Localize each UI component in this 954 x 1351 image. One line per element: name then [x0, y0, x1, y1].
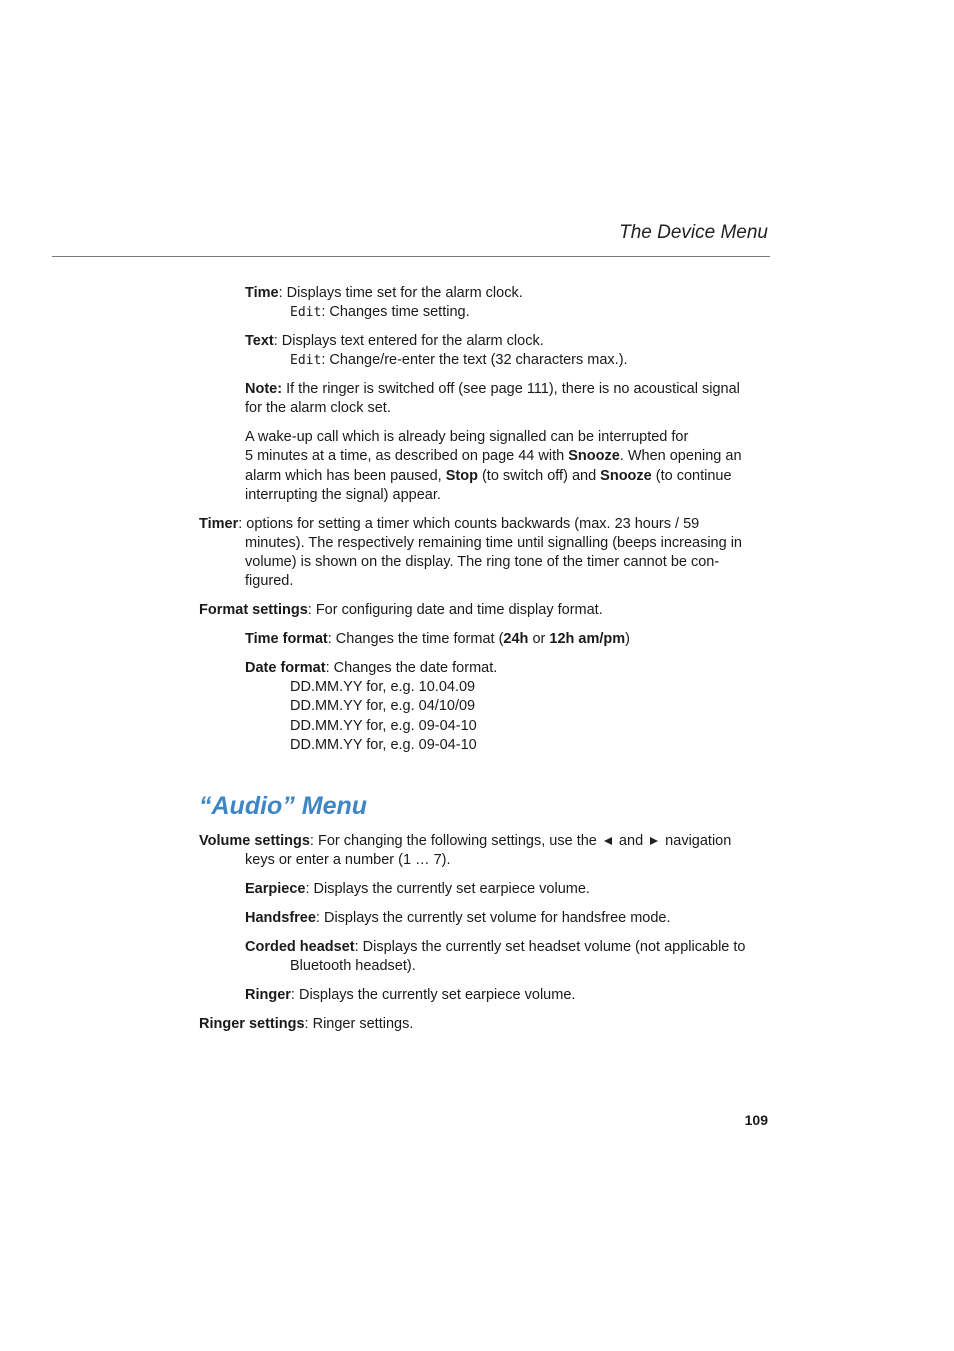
time-format-close: ) — [625, 631, 630, 647]
corded-headset-line-2: Bluetooth headset). — [290, 958, 416, 974]
earpiece-term: Earpiece — [245, 881, 306, 897]
alarm-text-desc: : Displays text entered for the alarm clock. — [273, 333, 544, 349]
wake-line-2 — [245, 447, 742, 466]
volume-text: : For changing the following settings, use the — [309, 833, 601, 849]
alarm-time-edit — [290, 303, 470, 322]
alarm-time-term: Time — [245, 285, 279, 301]
time-format-desc: : Changes the time format ( — [327, 631, 504, 647]
time-format-item — [245, 630, 630, 649]
header-rule — [52, 256, 770, 257]
option-12h: 12h am/pm — [549, 631, 626, 647]
date-format-desc: : Changes the date format. — [325, 660, 498, 676]
time-format-term: Time format — [245, 631, 328, 647]
wake-line-4: interrupting the signal) appear. — [245, 487, 441, 503]
alarm-time-item — [245, 284, 523, 303]
handsfree-term: Handsfree — [245, 910, 316, 926]
wake-text: (to switch off) and — [477, 468, 601, 484]
date-example: DD.MM.YY for, e.g. 10.04.09 — [290, 679, 476, 695]
timer-line-4: figured. — [245, 573, 294, 589]
corded-headset-line-1 — [245, 938, 746, 957]
alarm-text-item — [245, 332, 544, 351]
wake-line-3 — [245, 467, 732, 486]
volume-settings-line-2: keys or enter a number (1 … 7). — [245, 852, 451, 868]
page-number: 109 — [744, 1112, 768, 1128]
nav-right-icon — [650, 837, 658, 845]
timer-text: : options for setting a timer which counts backwards (max. 23 hours / 59 — [238, 516, 700, 532]
corded-headset-desc: : Displays the currently set headset volume (not applicable to — [354, 939, 746, 955]
timer-line-2: minutes). The respectively remaining time until signalling (beeps increasing in — [245, 535, 743, 551]
format-settings-item — [199, 601, 603, 620]
alarm-time-desc: : Displays time set for the alarm clock. — [278, 285, 523, 301]
wake-text: alarm which has been paused, — [245, 468, 446, 484]
edit-keyword: Edit — [290, 353, 322, 368]
timer-line-3: volume) is shown on the display. The ring tone of the timer cannot be con- — [245, 554, 720, 570]
corded-headset-term: Corded headset — [245, 939, 355, 955]
stop-term: Stop — [445, 468, 478, 484]
date-example: DD.MM.YY for, e.g. 09-04-10 — [290, 737, 477, 753]
ringer-desc: : Displays the currently set earpiece volume. — [290, 987, 576, 1003]
ringer-settings-desc: : Ringer settings. — [304, 1016, 414, 1032]
handsfree-desc: : Displays the currently set volume for handsfree mode. — [315, 910, 671, 926]
alarm-time-edit-desc: : Changes time setting. — [321, 304, 470, 320]
ringer-settings-item — [199, 1015, 413, 1034]
handsfree-item — [245, 909, 671, 928]
earpiece-desc: : Displays the currently set earpiece volume. — [305, 881, 590, 897]
option-24h: 24h — [503, 631, 529, 647]
ringer-settings-term: Ringer settings — [199, 1016, 305, 1032]
running-header: The Device Menu — [619, 222, 768, 243]
date-format-item — [245, 659, 497, 678]
alarm-text-term: Text — [245, 333, 274, 349]
nav-left-icon — [604, 837, 612, 845]
volume-text: navigation — [661, 833, 732, 849]
ringer-item — [245, 986, 575, 1005]
volume-settings-line-1 — [199, 832, 731, 851]
time-format-or: or — [528, 631, 550, 647]
snooze-term: Snooze — [600, 468, 652, 484]
earpiece-item — [245, 880, 590, 899]
date-example: DD.MM.YY for, e.g. 04/10/09 — [290, 698, 476, 714]
ringer-term: Ringer — [245, 987, 291, 1003]
edit-keyword: Edit — [290, 305, 322, 320]
format-settings-term: Format settings — [199, 602, 308, 618]
format-settings-desc: : For configuring date and time display format. — [307, 602, 603, 618]
note-label: Note: — [245, 381, 283, 397]
wake-text: (to continue — [651, 468, 732, 484]
audio-menu-heading: “Audio” Menu — [199, 792, 368, 820]
volume-and: and — [614, 833, 648, 849]
volume-settings-term: Volume settings — [199, 833, 310, 849]
timer-term: Timer — [199, 516, 239, 532]
wake-text: . When opening an — [619, 448, 742, 464]
wake-line-1: A wake-up call which is already being signalled can be interrupted for — [245, 429, 689, 445]
snooze-term: Snooze — [568, 448, 620, 464]
wake-text: 5 minutes at a time, as described on page 44 with — [245, 448, 569, 464]
note-text: If the ringer is switched off (see page 111), there is no acoustical signal — [282, 381, 740, 397]
date-format-term: Date format — [245, 660, 326, 676]
alarm-text-edit-desc: : Change/re-enter the text (32 characters max.). — [321, 352, 628, 368]
note-line-1 — [245, 380, 740, 399]
date-example: DD.MM.YY for, e.g. 09-04-10 — [290, 718, 477, 734]
alarm-text-edit — [290, 351, 628, 370]
note-line-2: for the alarm clock set. — [245, 400, 391, 416]
timer-line-1 — [199, 515, 699, 534]
